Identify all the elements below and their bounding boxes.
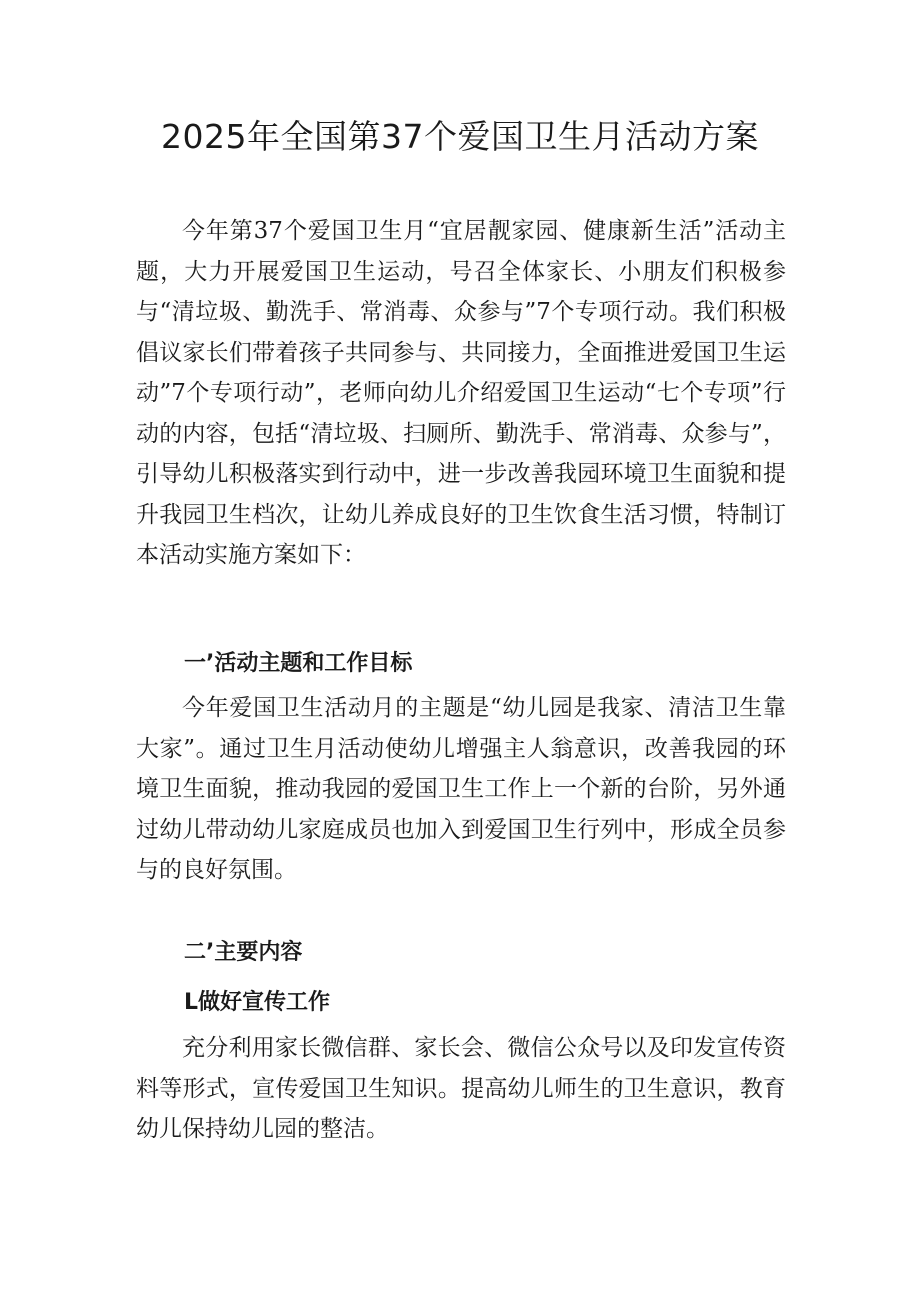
section-2-heading: 二’主要内容 xyxy=(184,940,303,965)
section-1-paragraph: 今年爱国卫生活动月的主题是“幼儿园是我家、清洁卫生靠大家”。通过卫生月活动使幼儿增强主人翁意识，改善我园的环境卫生面貌，推动我园的爱国卫生工作上一个新的台阶，另外通过幼儿带动幼儿家庭成员也加入到爱国卫生行列中，形成全员参与的良好氛围。 xyxy=(136,695,786,883)
subsection-1-heading: L做好宣传工作 xyxy=(184,990,331,1015)
intro-paragraph: 今年第37个爱国卫生月“宜居靓家园、健康新生活”活动主题，大力开展爱国卫生运动，号召全体家长、小朋友们积极参与“清垃圾、勤洗手、常消毒、众参与”7个专项行动。我们积极倡议家长们带着孩子共同参与、共同接力，全面推进爱国卫生运动”7个专项行动”，老师向幼儿介绍爱国卫生运动“七个专项”行动的内容，包括“清垃圾、扫厕所、勤洗手、常消毒、众参与”，引导幼儿积极落实到行动中，进一步改善我园环境卫生面貌和提升我园卫生档次，让幼儿养成良好的卫生饮食生活习惯，特制订本活动实施方案如下： xyxy=(136,218,786,568)
document-title: 2025年全国第37个爱国卫生月活动方案 xyxy=(161,117,759,156)
subsection-1-paragraph: 充分利用家长微信群、家长会、微信公众号以及印发宣传资料等形式，宣传爱国卫生知识。提高幼儿师生的卫生意识，教育幼儿保持幼儿园的整洁。 xyxy=(136,1035,786,1142)
section-1-heading: 一’活动主题和工作目标 xyxy=(184,651,413,676)
